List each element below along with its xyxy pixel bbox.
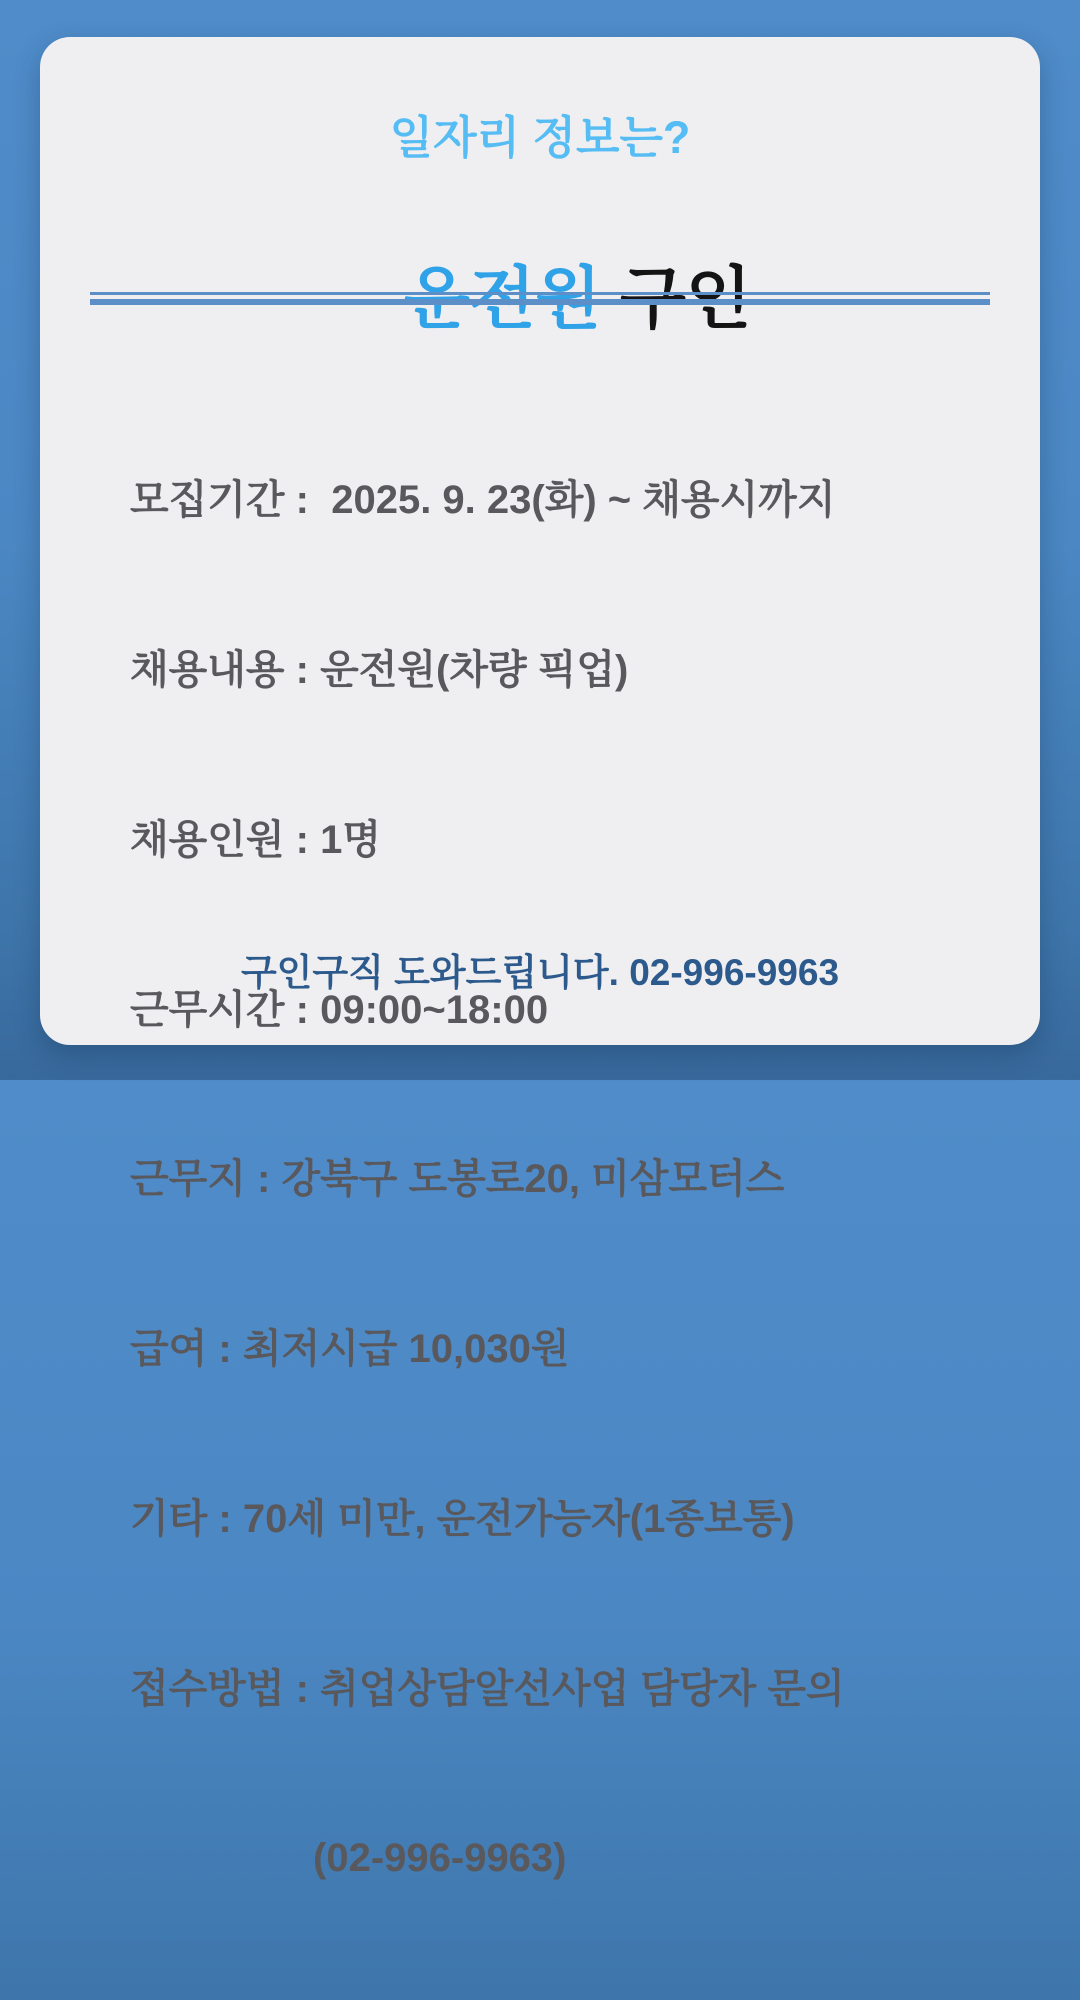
detail-recruit-period: 모집기간 : 2025. 9. 23(화) ~ 채용시까지 bbox=[130, 478, 836, 523]
double-rule-divider bbox=[90, 292, 990, 305]
detail-other-requirements: 기타 : 70세 미만, 운전가능자(1종보통) bbox=[130, 1496, 795, 1541]
detail-salary: 급여 : 최저시급 10,030원 bbox=[130, 1327, 570, 1372]
eyebrow-text: 일자리 정보는? bbox=[389, 112, 691, 163]
detail-headcount: 채용인원 : 1명 bbox=[130, 817, 381, 862]
detail-job-description: 채용내용 : 운전원(차량 픽업) bbox=[130, 647, 629, 692]
detail-working-hours: 근무시간 : 09:00~18:00 bbox=[130, 987, 549, 1032]
footer-contact-text: 구인구직 도와드립니다. 02-996-9963 bbox=[240, 952, 840, 993]
page-title-rest: 구인 bbox=[601, 261, 752, 338]
detail-workplace: 근무지 : 강북구 도봉로20, 미삼모터스 bbox=[130, 1157, 785, 1202]
detail-contact-phone: (02-996-9963) bbox=[313, 1836, 567, 1881]
job-details-list bbox=[130, 359, 1000, 2000]
detail-application-method: 접수방법 : 취업상담알선사업 담당자 문의 bbox=[130, 1666, 845, 1711]
page-title-highlight: 운전원 bbox=[404, 261, 602, 338]
job-posting-card bbox=[40, 37, 1040, 1881]
